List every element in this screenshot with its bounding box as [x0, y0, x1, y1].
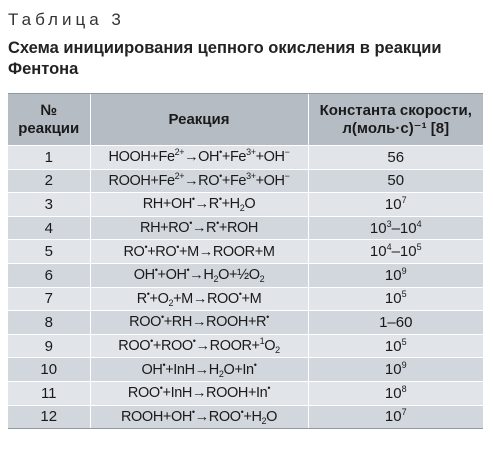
rate-constant-cell: $10^7$ [308, 405, 483, 429]
row-number-cell: 2 [8, 169, 90, 193]
header-number: № реакции [8, 94, 90, 146]
reaction-cell: $ROOH+OH^•\to ROO^•+H_2O$ [90, 405, 308, 429]
reaction-cell: RH+RO•→R•+ROH [90, 216, 308, 240]
reaction-cell: $ROO^•+ROO^•\to ROOR+^1O_2$ [90, 334, 308, 358]
table-row [8, 193, 483, 217]
row-number-cell: 7 [8, 287, 90, 311]
rate-constant-cell: 50 [308, 169, 483, 193]
rate-constant-cell: $10^9$ [308, 358, 483, 382]
row-number-cell: 6 [8, 263, 90, 287]
row-number-cell: 1 [8, 146, 90, 170]
table-row [8, 216, 483, 240]
rate-constant-cell: $10^5$ [308, 287, 483, 311]
table-caption-label: Таблица 3 [8, 10, 125, 29]
table-row [8, 169, 483, 193]
rate-constant-cell: 1–60 [308, 311, 483, 335]
row-number-cell: 5 [8, 240, 90, 264]
table-row [8, 287, 483, 311]
row-number-cell: 12 [8, 405, 90, 429]
reaction-cell: $OH^•+OH^•\to H_2O+\frac{1}{2}O_2$ [90, 263, 308, 287]
row-number-cell: 3 [8, 193, 90, 217]
table-row [8, 358, 483, 382]
reaction-cell: RO•+RO•+M→ROOR+M [90, 240, 308, 264]
row-number-cell: 9 [8, 334, 90, 358]
reaction-cell: ROO•+InH→ROOH+In• [90, 381, 308, 405]
rate-constant-cell: $10^4-10^5$ [308, 240, 483, 264]
row-number-cell: 8 [8, 311, 90, 335]
reaction-cell: $R^•+O_2+M\to ROO^•+M$ [90, 287, 308, 311]
reaction-cell: $RH+OH^•\to R^•+H_2O$ [90, 193, 308, 217]
rate-constant-cell: 56 [308, 146, 483, 170]
rate-constant-cell: $10^9$ [308, 263, 483, 287]
rate-constant-cell: $10^7$ [308, 193, 483, 217]
reaction-cell: $HOOH+Fe^{2+}\to OH^•+Fe^{3+}+OH^-$ [90, 146, 308, 170]
header-rate-constant: Константа скорости, л(моль·с)⁻¹ [8] [308, 94, 483, 146]
rate-constant-cell: $10^8$ [308, 381, 483, 405]
rate-constant-cell: $10^5$ [308, 334, 483, 358]
rate-constant-cell: $10^3-10^4$ [308, 216, 483, 240]
table-row [8, 263, 483, 287]
table-row [8, 405, 483, 429]
row-number-cell: 11 [8, 381, 90, 405]
reaction-table [8, 93, 483, 429]
row-number-cell: 4 [8, 216, 90, 240]
table-row [8, 334, 483, 358]
reaction-cell: ROO•+RH→ROOH+R• [90, 311, 308, 335]
table-row [8, 311, 483, 335]
header-reaction: Реакция [90, 94, 308, 146]
reaction-cell: $ROOH+Fe^{2+}\to RO^•+Fe^{3+}+OH^-$ [90, 169, 308, 193]
reaction-cell: $OH^•+InH\to H_2O+In^•$ [90, 358, 308, 382]
table-row [8, 381, 483, 405]
table-body [8, 146, 483, 429]
table-row [8, 146, 483, 170]
table-header-row [8, 94, 483, 146]
table-caption-title: Схема инициирования цепного окисления в реакции Фентона [8, 39, 442, 78]
row-number-cell: 10 [8, 358, 90, 382]
table-row [8, 240, 483, 264]
